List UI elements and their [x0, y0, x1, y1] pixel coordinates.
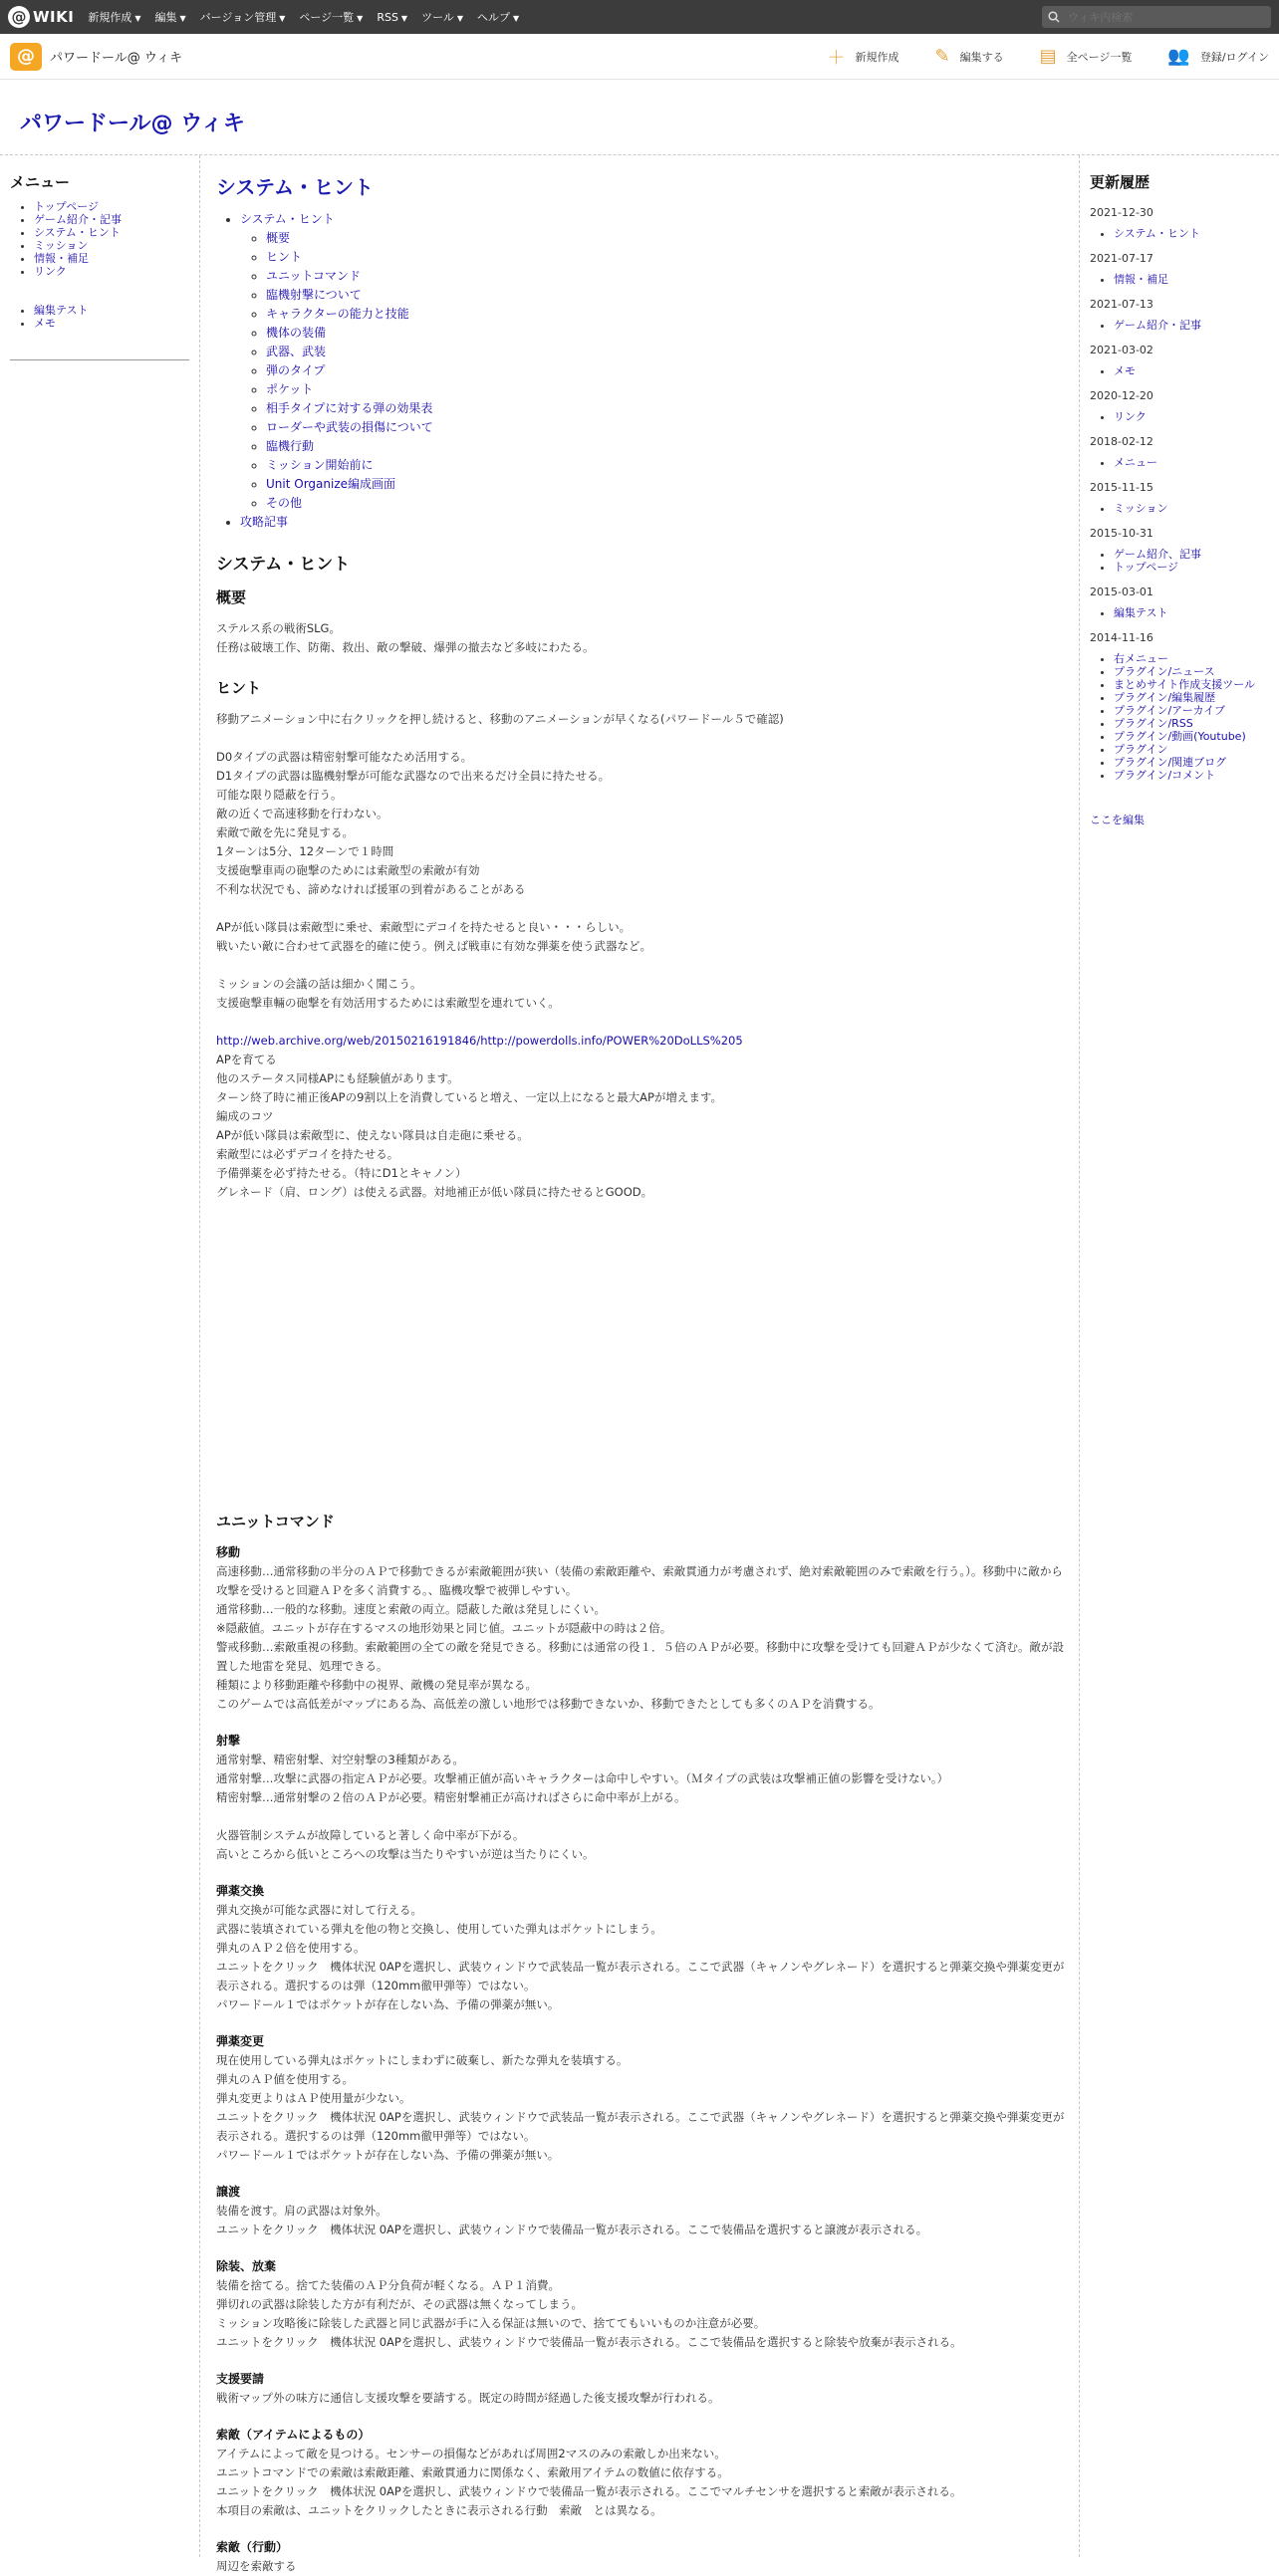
- nav-edit-label: 編集: [154, 11, 177, 24]
- list-item: [1114, 665, 1269, 678]
- all-pages-button[interactable]: [1040, 46, 1133, 67]
- chevron-down-icon: ▼: [179, 14, 186, 23]
- history-date: 2015-10-31: [1090, 527, 1153, 540]
- chevron-down-icon: ▼: [456, 14, 464, 23]
- site-name[interactable]: パワードール@ ウィキ: [50, 51, 183, 66]
- nav-new[interactable]: [88, 9, 140, 25]
- command-text: 高速移動…通常移動の半分のＡＰで移動できるが索敵範囲が狭い（装備の索敵距離や、索敵貫通力が考慮されず、絶対索敵範囲のみで索敵を行う。）。移動中に敵から攻撃を受けると回避ＡＰを多く消費する。、臨機攻撃で被弾しやすい。 通常移動…一般的な移動。速度と索敵の両立。隠蔽した敵は発見しにくい。 ※隠蔽値。ユニットが存在するマスの地形効果と同じ値。ユニットが隠蔽中の時は２倍。 警戒移動…索敵重視の移動。索敵範囲の全ての敵を発見できる。移動には通常の役１．５倍のＡＰが必要。移動中に攻撃を受けても回避ＡＰが少なくて済む。敵が設置した地雷を発見、処理できる。 種類により移動距離や移動中の視界、敵機の発見率が異なる。 このゲームでは高低差がマップにある為、高低差の激しい地形では移動できないか、移動できたとしても多くのＡＰを消費する。: [216, 1564, 1064, 1711]
- toc-item: [266, 494, 1065, 513]
- user-add-icon: 👥: [1167, 46, 1190, 67]
- history-date: 2021-12-30: [1090, 206, 1153, 219]
- menu-divider: [10, 359, 189, 360]
- toc-item: [266, 361, 1065, 380]
- toc-item: [266, 286, 1065, 305]
- ad-space: [216, 1202, 1065, 1499]
- spacer: [216, 1013, 1065, 1032]
- toc-link[interactable]: キャラクターの能力と技能: [266, 307, 409, 321]
- search-icon[interactable]: [1048, 11, 1060, 23]
- list-item: [1114, 502, 1269, 515]
- toc-item: [266, 399, 1065, 418]
- command-text: 周辺を索敵する: [216, 2559, 297, 2573]
- site-logo-icon[interactable]: @: [10, 43, 42, 71]
- search-input[interactable]: [1066, 10, 1255, 25]
- toc-link[interactable]: ヒント: [266, 250, 303, 264]
- toc-link[interactable]: 概要: [266, 231, 291, 245]
- history-link[interactable]: まとめサイト作成支援ツール: [1114, 678, 1256, 691]
- right-sidebar: [1080, 155, 1279, 2557]
- history-link[interactable]: システム・ヒント: [1114, 227, 1200, 240]
- history-items: [1090, 273, 1269, 286]
- history-items: [1090, 319, 1269, 332]
- chevron-down-icon: ▼: [400, 13, 408, 23]
- command-text: 通常射撃、精密射撃、対空射撃の3種類がある。 通常射撃…攻撃に武器の指定ＡＰが必要。攻撃補正値が高いキャラクターは命中しやすい。（Ｍタイプの武装は攻撃補正値の影響を受けない。） 精密射撃…通常射撃の２倍のＡＰが必要。精密射撃補正が高ければさらに命中率が上がる。 火器管制システムが故障していると著しく命中率が下がる。 高いところから低いところへの攻撃は当たりやすいが逆は当たりにくい。: [216, 1753, 949, 1861]
- edit-page-label: 編集する: [959, 50, 1004, 64]
- nav-new-label: 新規作成: [88, 11, 132, 24]
- login-label: 登録/ログイン: [1199, 50, 1269, 64]
- toc-link[interactable]: 弾のタイプ: [266, 363, 326, 377]
- all-pages-label: 全ページ一覧: [1066, 50, 1133, 64]
- at-logo-icon: @: [8, 6, 30, 28]
- chevron-down-icon: ▼: [134, 14, 141, 23]
- history-date: 2021-07-13: [1090, 298, 1153, 311]
- document-icon: ▤: [1039, 46, 1057, 67]
- plus-icon: ＋: [827, 47, 846, 69]
- history-link[interactable]: プラグイン: [1114, 743, 1168, 756]
- nav-tools-label: ツール: [421, 11, 454, 24]
- list-item: [1114, 717, 1269, 730]
- toc-link[interactable]: 武器、武装: [266, 345, 327, 358]
- history-date: 2020-12-20: [1090, 389, 1153, 402]
- logo-text: WIKI: [33, 8, 75, 26]
- history-date: 2015-11-15: [1090, 481, 1153, 494]
- toc-item: [266, 324, 1065, 343]
- history-date: 2021-03-02: [1090, 344, 1153, 356]
- section-heading: システム・ヒント: [216, 555, 351, 575]
- command-title: 除装、放棄: [216, 2259, 277, 2273]
- toc-item: [266, 343, 1065, 361]
- page-title: システム・ヒント: [216, 175, 374, 199]
- toc-link[interactable]: Unit Organize編成画面: [266, 477, 396, 491]
- commands-heading: ユニットコマンド: [216, 1513, 335, 1530]
- menu-item-system-hint[interactable]: システム・ヒント: [34, 226, 121, 239]
- list-item: [1114, 548, 1269, 561]
- wiki-logo[interactable]: [8, 6, 74, 28]
- command-title: 譲渡: [216, 2185, 241, 2199]
- list-item: [1114, 456, 1269, 469]
- history-link[interactable]: プラグイン/RSS: [1114, 717, 1193, 730]
- history-date: 2021-07-17: [1090, 252, 1153, 265]
- menu-list: [10, 200, 189, 278]
- command-text: 装備を渡す。肩の武器は対象外。 ユニットをクリック 機体状況 0APを選択し、武装ウィンドウで装備品一覧が表示される。ここで装備品を選択すると譲渡が表示される。: [216, 2204, 928, 2236]
- nav-rss-label: RSS: [377, 10, 398, 24]
- history-date: 2014-11-16: [1090, 631, 1153, 644]
- toc-link[interactable]: 臨機射撃について: [266, 288, 362, 302]
- site-banner: [0, 80, 1279, 155]
- hints-paragraph-2: D0タイプの武器は精密射撃可能なため活用する。 D1タイプの武器は臨機射撃が可能な武器なので出来るだけ全員に持たせる。 可能な限り隠蔽を行う。 敵の近くで高速移動を行わない。 索敵で敵を先に発見する。 1ターンは5分、12ターンで１時間 支援砲撃車両の砲撃のためには索敵型の索敵が有効 不利な状況でも、諦めなければ援軍の到着があることがある: [216, 750, 611, 896]
- toc-link[interactable]: 臨機行動: [266, 439, 315, 453]
- nav-help-label: ヘルプ: [477, 11, 511, 24]
- history-link[interactable]: プラグイン/編集履歴: [1114, 691, 1216, 704]
- history-items: [1090, 502, 1269, 515]
- history-link[interactable]: ミッション: [1114, 502, 1168, 515]
- history-items: [1090, 548, 1269, 574]
- list-item: [1114, 652, 1269, 665]
- menu-item-edit-test[interactable]: 編集テスト: [34, 304, 89, 317]
- table-of-contents: [216, 210, 1065, 532]
- history-link[interactable]: プラグイン/関連ブログ: [1114, 756, 1227, 769]
- hints-paragraph-5: APを育てる 他のステータス同様APにも経験値があります。 ターン終了時に補正後APの9割以上を消費していると増え、一定以上になると最大APが増えます。 編成のコツ APが低い隊員は索敵型に、使えない隊員は自走砲に乗せる。 索敵型には必ずデコイを持たせる。 予備弾薬を必ず持たせる。（特にD1とキャノン） グレネード（肩、ロング）は使える武器。対地補正が低い隊員に持たせるとGOOD。: [216, 1053, 722, 1199]
- history-link[interactable]: メモ: [1114, 364, 1136, 377]
- history-link[interactable]: 編集テスト: [1114, 606, 1168, 619]
- toc-item: [266, 456, 1065, 475]
- history-date: 2015-03-01: [1090, 585, 1153, 598]
- menu-item-mission[interactable]: ミッション: [34, 239, 89, 252]
- left-sidebar: [0, 155, 199, 2557]
- history-items: [1090, 652, 1269, 782]
- hints-heading: ヒント: [216, 679, 262, 697]
- history-items: [1090, 606, 1269, 619]
- list-item: [1114, 704, 1269, 717]
- toc-item: [266, 437, 1065, 456]
- nav-help[interactable]: [477, 9, 519, 25]
- history-link[interactable]: ゲーム紹介、記事: [1114, 548, 1201, 561]
- edit-sidebar-link[interactable]: ここを編集: [1090, 814, 1145, 826]
- command-title: 支援要請: [216, 2372, 265, 2386]
- history-items: [1090, 456, 1269, 469]
- toc-item: [266, 229, 1065, 248]
- site-header: [0, 34, 1279, 80]
- header-actions: [792, 44, 1269, 70]
- overview-text: ステルス系の戦術SLG。 任務は破壊工作、防衛、救出、敵の撃破、爆弾の撤去など多岐にわたる。: [216, 621, 595, 654]
- list-item: [1114, 678, 1269, 691]
- command-title: 弾薬変更: [216, 2034, 265, 2048]
- login-button[interactable]: [1167, 46, 1269, 67]
- toc-link[interactable]: ミッション開始前に: [266, 458, 374, 472]
- history-link[interactable]: 情報・補足: [1114, 273, 1168, 286]
- toc-children: [240, 229, 1065, 513]
- list-item: [1114, 364, 1269, 377]
- history-title: 更新履歴: [1090, 173, 1151, 191]
- history-link[interactable]: トップページ: [1114, 561, 1179, 574]
- command-text: 装備を捨てる。捨てた装備のＡＰ分負荷が軽くなる。ＡＰ１消費。 弾切れの武器は除装した方が有利だが、その武器は無くなってしまう。 ミッション攻略後に除装した武器と同じ武器が手に入る保証は無いので、捨ててもいいものか注意が必要。 ユニットをクリック 機体状況 0APを選択し、武装ウィンドウで装備品一覧が表示される。ここで装備品を選択すると除装や放棄が表示される。: [216, 2278, 962, 2349]
- toc-link[interactable]: 相手タイプに対する弾の効果表: [266, 401, 433, 415]
- nav-rss[interactable]: [377, 11, 407, 24]
- toc-link[interactable]: ローダーや武装の損傷について: [266, 420, 433, 434]
- nav-pages[interactable]: [299, 9, 363, 25]
- search-box: [1042, 6, 1271, 28]
- menu-item-top[interactable]: トップページ: [34, 200, 100, 213]
- history-link[interactable]: プラグイン/ニュース: [1114, 665, 1215, 678]
- hints-paragraph-4: ミッションの会議の話は細かく聞こう。 支援砲撃車輛の砲撃を有効活用するためには索敵型を連れていく。: [216, 977, 560, 1010]
- list-item: [1114, 273, 1269, 286]
- list-item: [1114, 730, 1269, 743]
- menu-item-info[interactable]: 情報・補足: [34, 252, 89, 265]
- pencil-icon: ✎: [934, 46, 950, 67]
- history-link[interactable]: ゲーム紹介・記事: [1114, 319, 1201, 332]
- list-item: [1114, 410, 1269, 423]
- menu-title: メニュー: [10, 173, 71, 191]
- history-items: [1090, 364, 1269, 377]
- main-layout: [0, 155, 1279, 2573]
- history-list: [1090, 206, 1269, 782]
- toc-root-link[interactable]: システム・ヒント: [240, 212, 335, 226]
- menu-item-memo[interactable]: メモ: [34, 317, 56, 330]
- list-item: [1114, 319, 1269, 332]
- history-link[interactable]: プラグイン/動画(Youtube): [1114, 730, 1246, 743]
- menu-item-game-intro[interactable]: ゲーム紹介・記事: [34, 213, 122, 226]
- top-nav: [0, 0, 1279, 34]
- edit-page-button[interactable]: [935, 46, 1004, 67]
- nav-edit[interactable]: [155, 9, 186, 25]
- command-text: 弾丸交換が可能な武器に対して行える。 武器に装填されている弾丸を他の物と交換し、使用していた弾丸はポケットにしまう。 弾丸のＡＰ２倍を使用する。 ユニットをクリック 機体状況 0APを選択し、武装ウィンドウで武装品一覧が表示される。ここで武器（キャノンやグレネード）を選択すると弾薬交換や弾薬変更が表示される。選択するのは弾（120mm徹甲弾等）ではない。 パワードール１ではポケットが存在しない為、予備の弾薬が無い。: [216, 1903, 1065, 2011]
- main-content: [199, 155, 1080, 2573]
- list-item: [1114, 756, 1269, 769]
- toc-item: [266, 475, 1065, 494]
- history-link[interactable]: リンク: [1114, 410, 1147, 423]
- menu-item-link[interactable]: リンク: [34, 265, 67, 278]
- toc-item: [266, 418, 1065, 437]
- spacer: [216, 899, 1065, 918]
- list-item: [1114, 227, 1269, 240]
- command-title: 射撃: [216, 1734, 241, 1748]
- history-date: 2018-02-12: [1090, 435, 1153, 448]
- list-item: [1114, 769, 1269, 782]
- new-page-button[interactable]: [828, 44, 899, 70]
- nav-version-label: バージョン管理: [199, 11, 277, 24]
- commands-list: [216, 1543, 1065, 2576]
- toc-item: [266, 380, 1065, 399]
- toc-link[interactable]: ユニットコマンド: [266, 269, 362, 283]
- history-link[interactable]: メニュー: [1114, 456, 1157, 469]
- chevron-down-icon: ▼: [513, 14, 520, 23]
- hints-paragraph-1: 移動アニメーション中に右クリックを押し続けると、移動のアニメーションが早くなる(パワードール５で確認): [216, 712, 784, 726]
- toc-link[interactable]: 機体の装備: [266, 326, 327, 340]
- list-item: [1114, 691, 1269, 704]
- spacer: [216, 956, 1065, 975]
- toc-strategy-link[interactable]: 攻略記事: [240, 515, 289, 529]
- chevron-down-icon: ▼: [357, 14, 364, 23]
- archive-link[interactable]: http://web.archive.org/web/20150216191846/http://powerdolls.info/POWER%20DoLLS%205: [216, 1034, 743, 1048]
- history-link[interactable]: 右メニュー: [1114, 652, 1168, 665]
- command-text: アイテムによって敵を見つける。センサーの損傷などがあれば周囲2マスのみの索敵しか出来ない。 ユニットコマンドでの索敵は索敵距離、索敵貫通力に関係なく、索敵用アイテムの数値に依存する。 ユニットをクリック 機体状況 0APを選択し、武装ウィンドウで装備品一覧が表示される。ここでマルチセンサを選択すると索敵が表示される。 本項目の索敵は、ユニットをクリックしたときに表示される行動 索敵 とは異なる。: [216, 2447, 962, 2517]
- overview-heading: 概要: [216, 588, 247, 606]
- list-item: [1114, 606, 1269, 619]
- command-title: 索敵（アイテムによるもの）: [216, 2428, 371, 2442]
- toc-link[interactable]: ポケット: [266, 382, 314, 396]
- history-items: [1090, 410, 1269, 423]
- chevron-down-icon: ▼: [279, 14, 286, 23]
- command-title: 弾薬交換: [216, 1884, 265, 1898]
- history-items: [1090, 227, 1269, 240]
- nav-pages-label: ページ一覧: [299, 11, 355, 24]
- nav-tools[interactable]: [421, 9, 463, 25]
- nav-version[interactable]: [200, 9, 286, 25]
- list-item: [1114, 561, 1269, 574]
- command-text: 戦術マップ外の味方に通信し支援攻撃を要請する。既定の時間が経過した後支援攻撃が行われる。: [216, 2391, 720, 2405]
- toc-link[interactable]: その他: [266, 496, 303, 510]
- command-text: 現在使用している弾丸はポケットにしまわずに破棄し、新たな弾丸を装填する。 弾丸のＡＰ値を使用する。 弾丸変更よりはＡＰ使用量が少ない。 ユニットをクリック 機体状況 0APを選択し、武装ウィンドウで武装品一覧が表示される。ここで武器（キャノンやグレネード）を選択すると弾薬交換や弾薬変更が表示される。選択するのは弾（120mm徹甲弾等）ではない。 パワードール１ではポケットが存在しない為、予備の弾薬が無い。: [216, 2053, 1065, 2162]
- spacer: [216, 729, 1065, 748]
- list-item: [1114, 743, 1269, 756]
- new-page-label: 新規作成: [855, 50, 899, 64]
- menu-list-2: [10, 304, 189, 330]
- command-title: 移動: [216, 1545, 241, 1559]
- toc-item: [266, 248, 1065, 267]
- history-link[interactable]: プラグイン/コメント: [1114, 769, 1216, 782]
- hints-paragraph-3: APが低い隊員は索敵型に乗せ、索敵型にデコイを持たせると良い・・・らしい。 戦いたい敵に合わせて武器を的確に使う。例えば戦車に有効な弾薬を使う武器など。: [216, 920, 651, 953]
- history-link[interactable]: プラグイン/アーカイブ: [1114, 704, 1225, 717]
- toc-item: [266, 267, 1065, 286]
- command-title: 索敵（行動）: [216, 2540, 289, 2554]
- banner-title[interactable]: パワードール@ ウィキ: [20, 112, 245, 136]
- toc-item: [266, 305, 1065, 324]
